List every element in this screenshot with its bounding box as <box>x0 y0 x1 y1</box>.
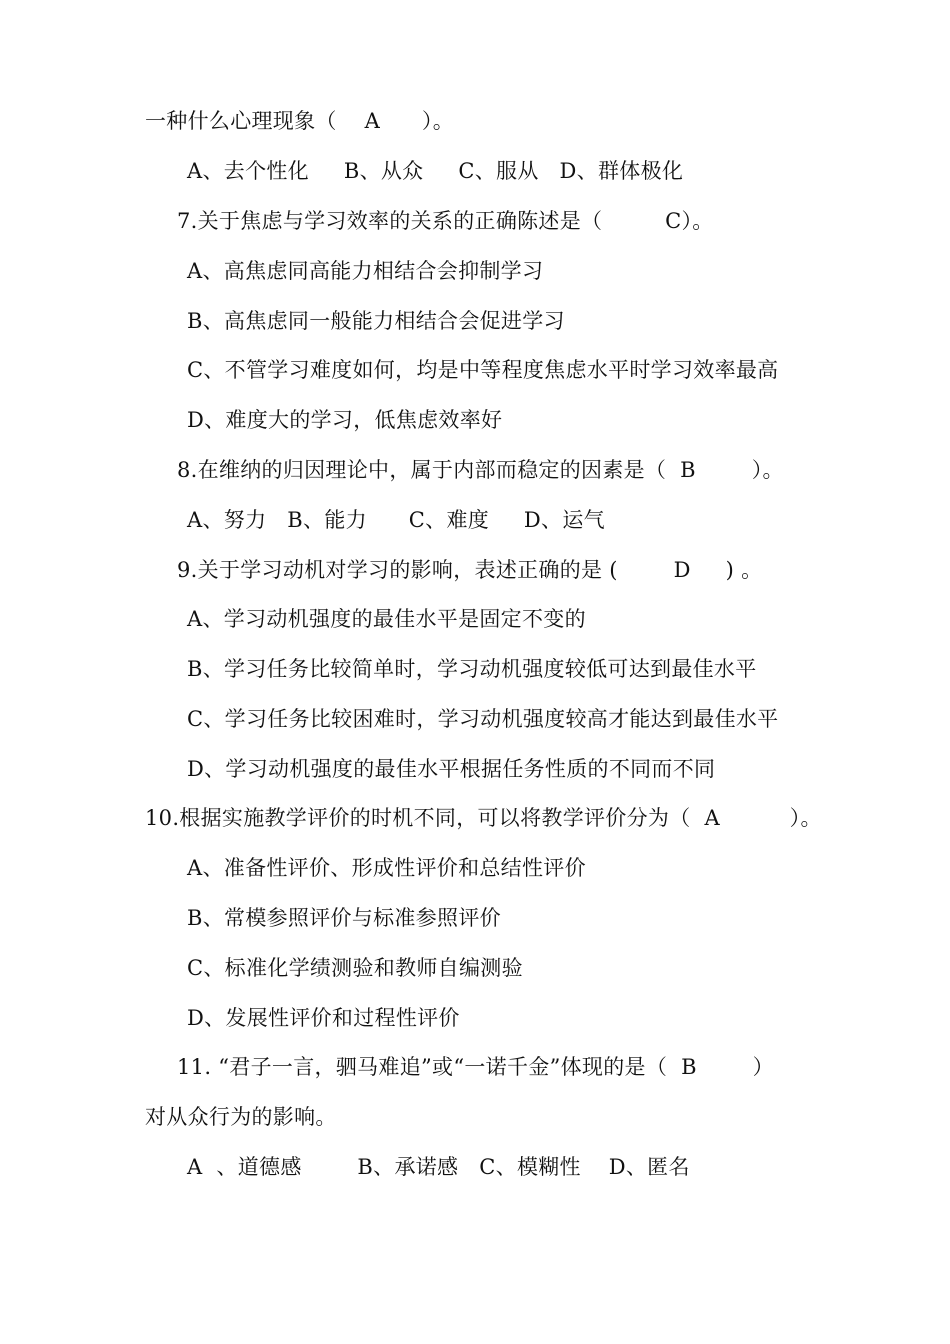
question-11-options: A 、道德感 B、承诺感 C、模糊性 D、匿名 <box>187 1155 690 1179</box>
question-10-option-d: D、发展性评价和过程性评价 <box>187 1006 460 1030</box>
question-11-stem: 11. “君子一言，驷马难追”或“一诺千金”体现的是（ B ） <box>177 1055 774 1079</box>
question-10-stem: 10.根据实施教学评价的时机不同，可以将教学评价分为（ A ）。 <box>145 806 822 830</box>
question-9-option-a: A、学习动机强度的最佳水平是固定不变的 <box>187 607 586 631</box>
question-7-option-a: A、高焦虑同高能力相结合会抑制学习 <box>187 259 544 283</box>
question-7-option-b: B、高焦虑同一般能力相结合会促进学习 <box>187 309 565 333</box>
question-7-option-c: C、不管学习难度如何，均是中等程度焦虑水平时学习效率最高 <box>187 358 779 382</box>
question-6-continuation: 一种什么心理现象（ A ）。 <box>145 109 455 133</box>
question-8-stem: 8.在维纳的归因理论中，属于内部而稳定的因素是（ B ）。 <box>177 458 784 482</box>
question-9-stem: 9.关于学习动机对学习的影响，表述正确的是 ( D ) 。 <box>177 558 763 582</box>
question-8-options: A、努力 B、能力 C、难度 D、运气 <box>187 508 605 532</box>
question-7-stem: 7.关于焦虑与学习效率的关系的正确陈述是（ C）。 <box>177 209 714 233</box>
question-10-option-c: C、标准化学绩测验和教师自编测验 <box>187 956 523 980</box>
question-9-option-d: D、学习动机强度的最佳水平根据任务性质的不同而不同 <box>187 757 716 781</box>
question-11-stem-continuation: 对从众行为的影响。 <box>145 1105 337 1129</box>
question-9-option-c: C、学习任务比较困难时，学习动机强度较高才能达到最佳水平 <box>187 707 779 731</box>
question-10-option-b: B、常模参照评价与标准参照评价 <box>187 906 501 930</box>
question-10-option-a: A、准备性评价、形成性评价和总结性评价 <box>187 856 586 880</box>
question-6-options: A、去个性化 B、从众 C、服从 D、群体极化 <box>187 159 684 183</box>
question-7-option-d: D、难度大的学习，低焦虑效率好 <box>187 408 503 432</box>
question-9-option-b: B、学习任务比较简单时，学习动机强度较低可达到最佳水平 <box>187 657 757 681</box>
